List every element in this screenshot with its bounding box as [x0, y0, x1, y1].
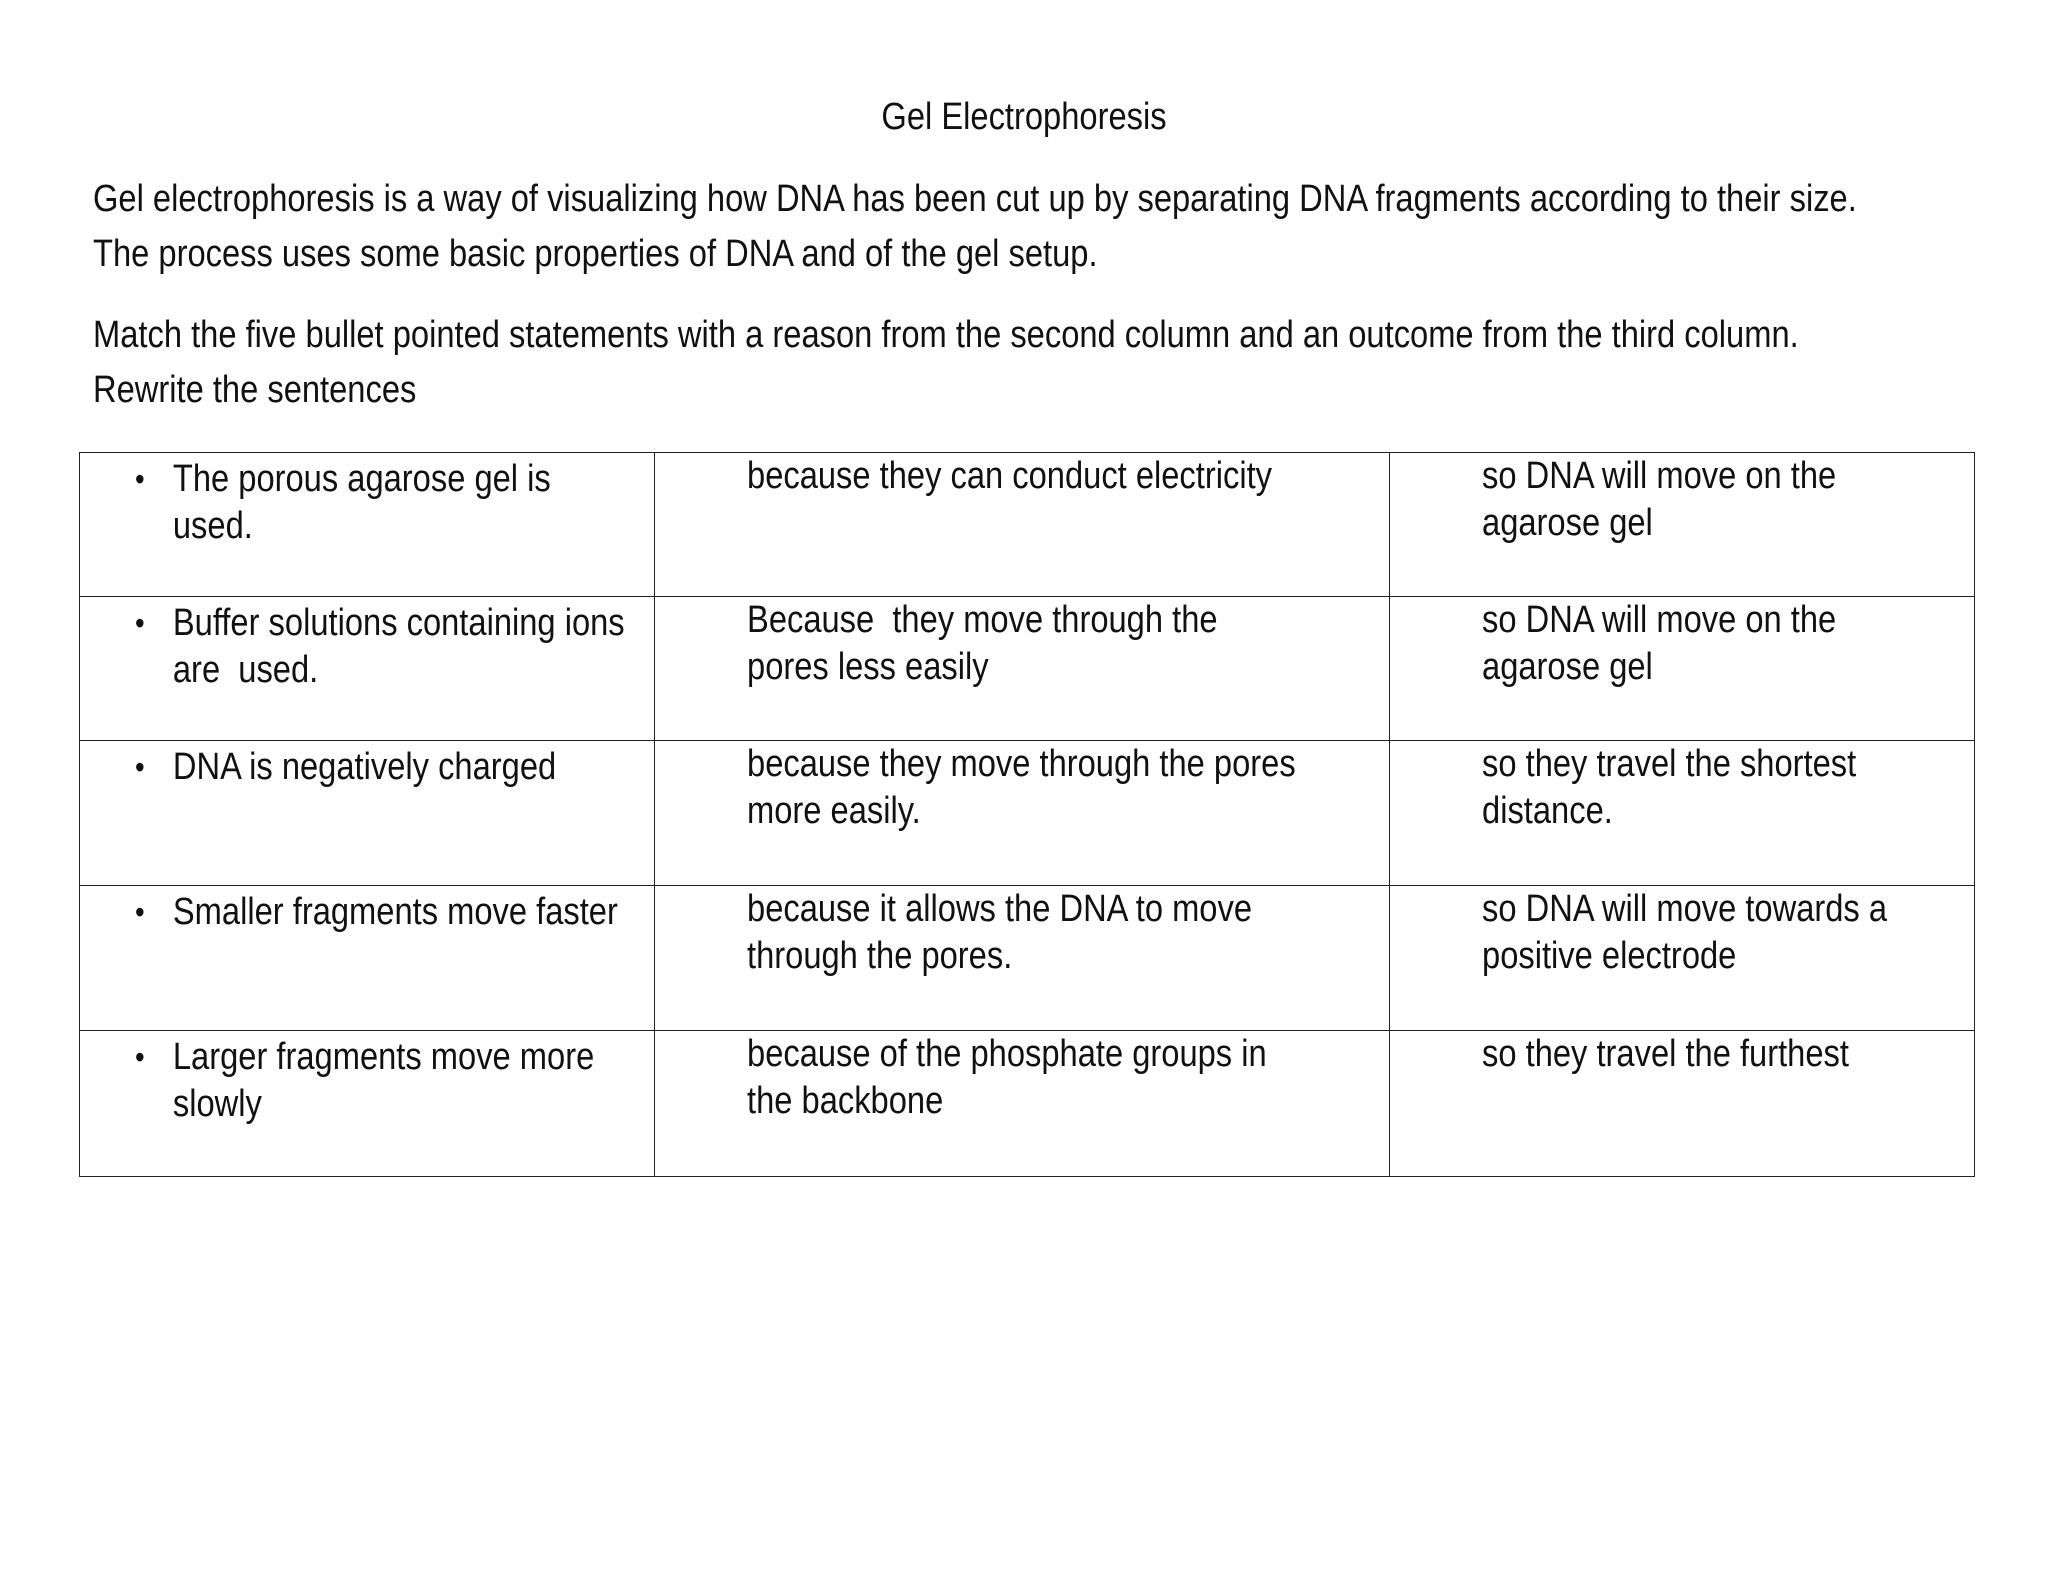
statement-cell [80, 453, 655, 597]
outcome-cell [1390, 1031, 1975, 1177]
bullet-icon: • [135, 461, 145, 497]
statement-cell [80, 1031, 655, 1177]
bullet-icon: • [135, 749, 145, 785]
instructions-line-1: Match the five bullet pointed statements with a reason from the second column and an outcome from the third column. [93, 314, 1799, 356]
statement-text: Smaller fragments move faster [172, 891, 618, 933]
bullet-icon: • [135, 894, 145, 930]
reason-cell [655, 1031, 1390, 1177]
statement-cell [80, 597, 655, 741]
outcome-text: so they travel the furthest [1482, 1033, 1849, 1075]
statement-text: Buffer solutions containing ions are used. [172, 602, 634, 691]
outcome-cell [1390, 453, 1975, 597]
matching-table [79, 452, 1975, 1177]
table-row [80, 1031, 1975, 1177]
reason-cell [655, 453, 1390, 597]
statement-cell [80, 741, 655, 886]
table-row [80, 886, 1975, 1031]
table-row [80, 597, 1975, 741]
reason-text: because of the phosphate groups in the backbone [747, 1033, 1267, 1122]
outcome-text: so DNA will move on the agarose gel [1482, 455, 1837, 544]
intro-line-2: The process uses some basic properties of DNA and of the gel setup. [93, 233, 1098, 275]
reason-cell [655, 741, 1390, 886]
instructions-paragraph [93, 308, 1799, 418]
statement-text: DNA is negatively charged [172, 746, 557, 788]
outcome-text: so DNA will move on the agarose gel [1482, 599, 1837, 688]
reason-text: Because they move through the pores less easily [747, 599, 1227, 688]
reason-text: because they can conduct electricity [747, 455, 1273, 497]
reason-text: because it allows the DNA to move through the pores. [747, 888, 1253, 977]
outcome-text: so DNA will move towards a positive electrode [1482, 888, 1888, 977]
reason-cell [655, 597, 1390, 741]
page-title: Gel Electrophoresis [881, 96, 1167, 138]
reason-text: because they move through the pores more easily. [747, 743, 1296, 832]
outcome-cell [1390, 597, 1975, 741]
outcome-cell [1390, 886, 1975, 1031]
table-row [80, 741, 1975, 886]
statement-text: The porous agarose gel is used. [172, 458, 551, 547]
instructions-line-2: Rewrite the sentences [93, 369, 417, 411]
bullet-icon: • [135, 1039, 145, 1075]
statement-text: Larger fragments move more slowly [172, 1036, 595, 1125]
intro-paragraph [93, 172, 1857, 282]
intro-line-1: Gel electrophoresis is a way of visualizing how DNA has been cut up by separating DNA fragments according to their size. [93, 178, 1857, 220]
outcome-text: so they travel the shortest distance. [1482, 743, 1857, 832]
bullet-icon: • [135, 605, 145, 641]
outcome-cell [1390, 741, 1975, 886]
statement-cell [80, 886, 655, 1031]
reason-cell [655, 886, 1390, 1031]
table-row [80, 453, 1975, 597]
